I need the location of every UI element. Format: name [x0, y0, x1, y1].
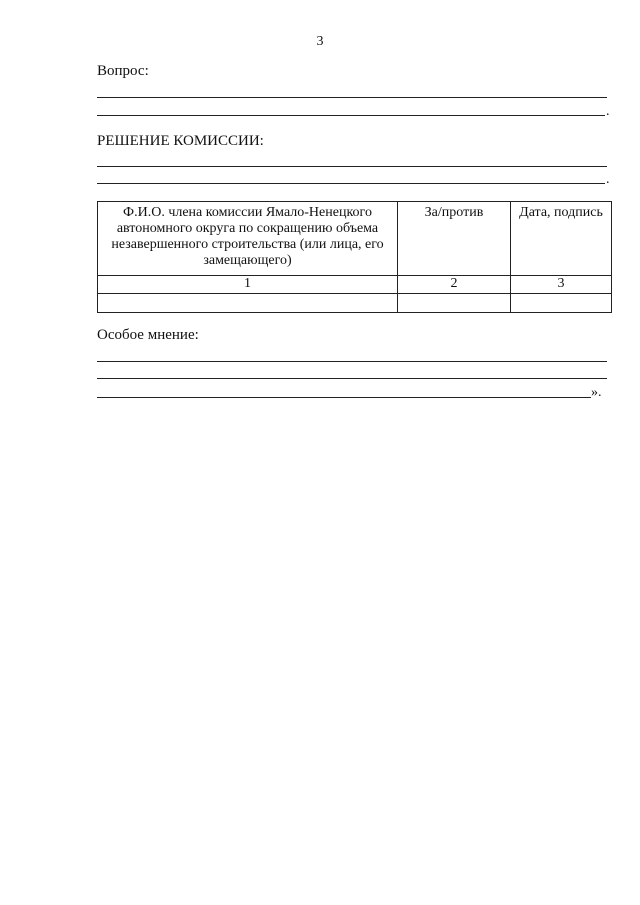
- table-header-row: [98, 202, 612, 276]
- question-end-mark: .: [606, 104, 610, 119]
- voting-table: [97, 201, 612, 313]
- date-signature-cell: [511, 294, 612, 313]
- decision-label: РЕШЕНИЕ КОМИССИИ:: [97, 133, 264, 149]
- table-number-row: [98, 276, 612, 294]
- decision-end-mark: .: [606, 172, 610, 187]
- page-number: 3: [316, 34, 324, 49]
- decision-line-2: [97, 183, 605, 184]
- question-label: Вопрос:: [97, 63, 149, 79]
- special-opinion-label: Особое мнение:: [97, 327, 199, 343]
- special-opinion-line-2: [97, 378, 607, 379]
- column-number-2: 2: [398, 276, 511, 294]
- vote-cell: [398, 294, 511, 313]
- member-name-cell: [98, 294, 398, 313]
- question-line-1: [97, 97, 607, 98]
- special-opinion-end-mark: ».: [591, 385, 602, 400]
- special-opinion-line-1: [97, 361, 607, 362]
- question-line-2: [97, 115, 605, 116]
- header-vote: За/против: [398, 202, 511, 276]
- column-number-1: 1: [98, 276, 398, 294]
- header-member-name: Ф.И.О. члена комиссии Ямало-Ненецкого автономного округа по сокращению объема незавершенного строительства (или лица, его замещающего): [98, 202, 398, 276]
- decision-line-1: [97, 166, 607, 167]
- header-date-signature: Дата, подпись: [511, 202, 612, 276]
- special-opinion-line-3: [97, 397, 591, 398]
- table-row: [98, 294, 612, 313]
- column-number-3: 3: [511, 276, 612, 294]
